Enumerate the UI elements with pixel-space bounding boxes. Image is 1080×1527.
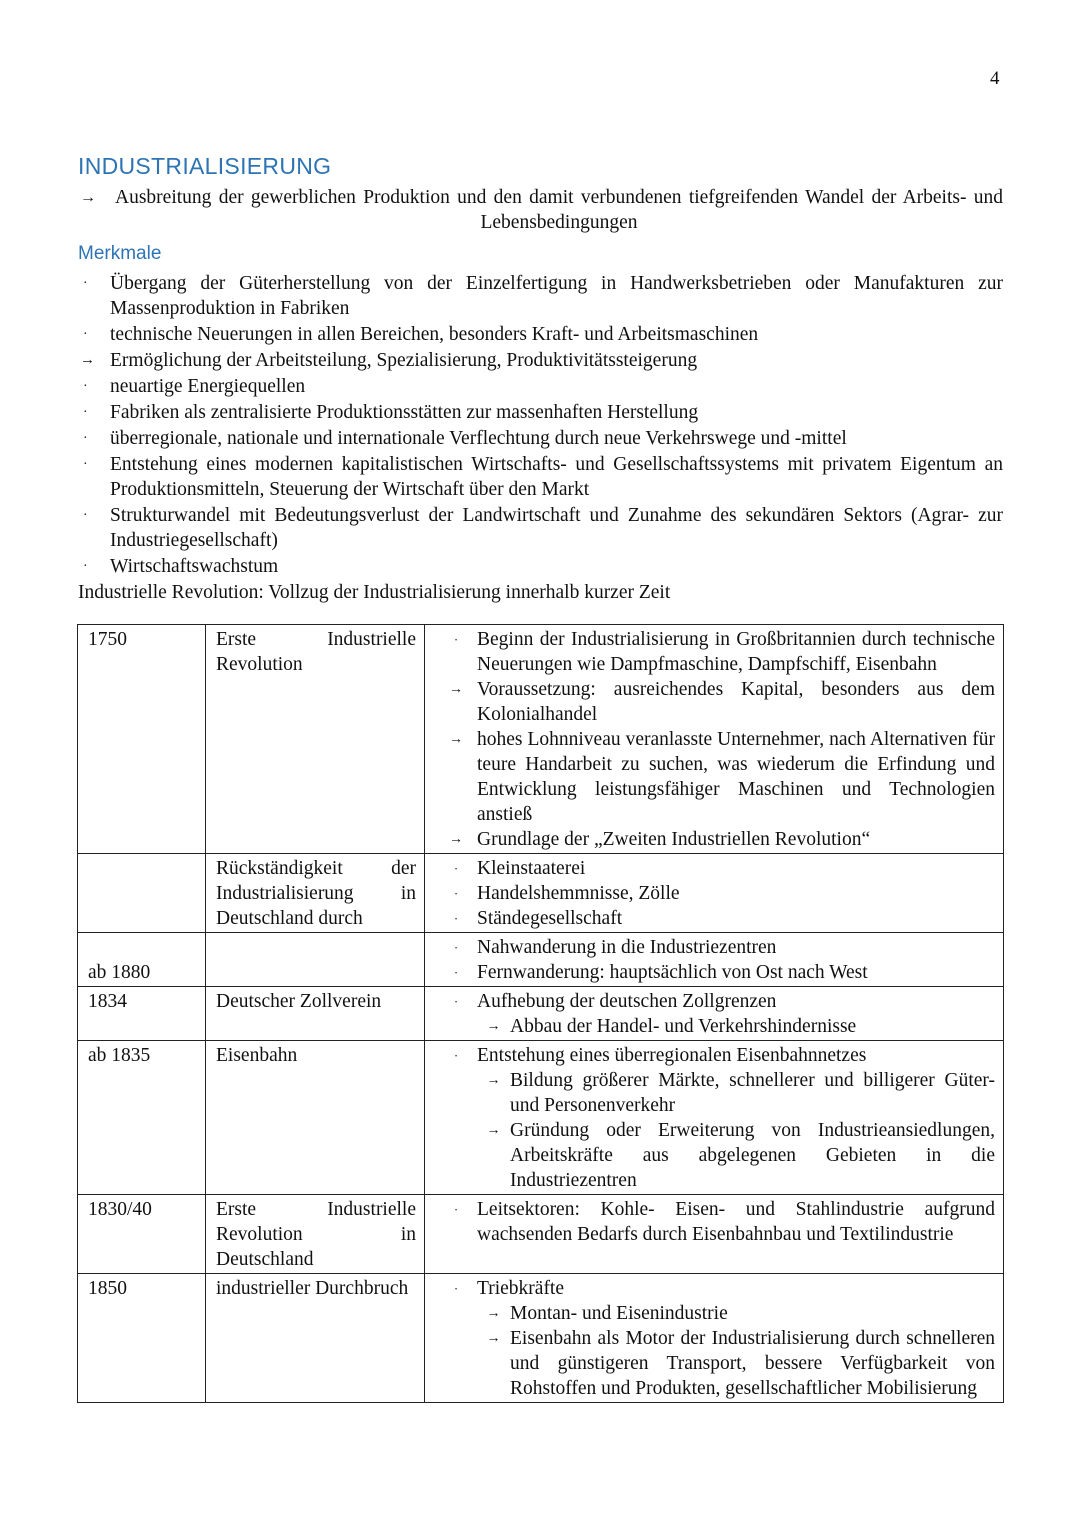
sub-list-item-text: Bildung größerer Märkte, schnellerer und billigerer Güter- und Personenverkehr xyxy=(510,1070,995,1116)
sub-list-item-text: Gründung oder Erweiterung von Industrieansiedlungen, Arbeitskräfte aus abgelegenen Gebieten in die Industriezentren xyxy=(510,1120,995,1191)
list-item xyxy=(435,989,995,1014)
details-cell xyxy=(425,987,1004,1041)
topic-cell xyxy=(206,1195,425,1274)
bullet-icon: · xyxy=(83,457,88,472)
year-text: 1750 xyxy=(88,629,127,650)
list-item xyxy=(78,374,1003,399)
bullet-icon: · xyxy=(453,861,459,876)
topic-cell xyxy=(206,1274,425,1403)
table-row xyxy=(78,625,1004,854)
list-item xyxy=(435,906,995,931)
list-item xyxy=(78,503,1003,553)
list-item-text: Beginn der Industrialisierung in Großbritannien durch technische Neuerungen wie Dampfmaschine, Dampfschiff, Eisenbahn xyxy=(477,629,995,675)
bullet-icon: · xyxy=(453,1048,459,1063)
bullet-icon: · xyxy=(453,1202,459,1217)
bullet-icon: · xyxy=(83,405,88,420)
table-row xyxy=(78,987,1004,1041)
arrow-icon: → xyxy=(449,832,463,847)
topic-cell xyxy=(206,933,425,987)
details-cell xyxy=(425,933,1004,987)
list-item-text: Ermöglichung der Arbeitsteilung, Spezialisierung, Produktivitätssteigerung xyxy=(110,350,698,371)
topic-text: Erste Industrielle Revolution xyxy=(216,629,416,675)
list-item xyxy=(435,677,995,727)
list-item xyxy=(435,1276,995,1301)
sub-list-item xyxy=(435,1014,995,1039)
topic-cell xyxy=(206,987,425,1041)
sub-list-item xyxy=(435,1326,995,1401)
arrow-icon: → xyxy=(486,1306,501,1321)
arrow-icon: → xyxy=(449,682,463,697)
definition xyxy=(78,185,1003,235)
list-item xyxy=(78,554,1003,579)
list-item-text: Aufhebung der deutschen Zollgrenzen xyxy=(477,991,777,1012)
list-item xyxy=(435,881,995,906)
list-item xyxy=(78,271,1003,321)
arrow-icon: → xyxy=(449,732,463,747)
sub-list-item xyxy=(435,1118,995,1193)
list-item xyxy=(435,856,995,881)
list-item xyxy=(435,727,995,827)
year-cell xyxy=(78,933,206,987)
table-row xyxy=(78,1274,1004,1403)
year-cell xyxy=(78,625,206,854)
list-item-text: Voraussetzung: ausreichendes Kapital, besonders aus dem Kolonialhandel xyxy=(477,679,995,725)
list-item-text: Strukturwandel mit Bedeutungsverlust der Landwirtschaft und Zunahme des sekundären Sektors (Agrar- zur Industriegesellschaft) xyxy=(110,505,1003,551)
sub-list-item-text: Eisenbahn als Motor der Industrialisierung durch schnelleren und günstigeren Transport, bessere Verfügbarkeit von Rohstoffen und Produkten, gesellschaftlicher Mobilisierung xyxy=(510,1328,995,1399)
topic-cell xyxy=(206,854,425,933)
year-text: ab 1835 xyxy=(88,1045,151,1066)
year-text: 1830/40 xyxy=(88,1199,152,1220)
bullet-icon: · xyxy=(83,431,88,446)
details-cell xyxy=(425,1274,1004,1403)
list-item-text: Fernwanderung: hauptsächlich von Ost nach West xyxy=(477,962,868,983)
year-cell xyxy=(78,1041,206,1195)
sub-list-item xyxy=(435,1301,995,1326)
list-item-text: Kleinstaaterei xyxy=(477,858,586,879)
page-title: INDUSTRIALISIERUNG xyxy=(78,153,332,179)
list-item xyxy=(435,960,995,985)
topic-text: Eisenbahn xyxy=(216,1045,298,1066)
list-item-text: überregionale, nationale und internationale Verflechtung durch neue Verkehrswege und -mittel xyxy=(110,428,847,449)
topic-text: Erste Industrielle Revolution in Deutschland xyxy=(216,1199,416,1270)
list-item xyxy=(435,627,995,677)
bullet-icon: · xyxy=(83,379,88,394)
arrow-icon: → xyxy=(80,189,96,206)
main-content xyxy=(78,150,1003,605)
bullet-icon: · xyxy=(453,632,459,647)
bullet-icon: · xyxy=(83,559,88,574)
arrow-icon: → xyxy=(486,1073,501,1088)
list-item-text: Leitsektoren: Kohle- Eisen- und Stahlindustrie aufgrund wachsenden Bedarfs durch Eisenbahnbau und Textilindustrie xyxy=(477,1199,995,1245)
arrow-icon: → xyxy=(486,1331,501,1346)
sub-list-item-text: Abbau der Handel- und Verkehrshindernisse xyxy=(510,1016,857,1037)
bullet-icon: · xyxy=(453,965,459,980)
details-cell xyxy=(425,625,1004,854)
features-list xyxy=(78,271,1003,579)
table-row xyxy=(78,854,1004,933)
arrow-icon: → xyxy=(80,352,95,368)
table-row xyxy=(78,1195,1004,1274)
bullet-icon: · xyxy=(453,886,459,901)
details-cell xyxy=(425,1041,1004,1195)
list-item xyxy=(78,452,1003,502)
bullet-icon: · xyxy=(453,1281,459,1296)
year-text: ab 1880 xyxy=(88,962,151,983)
page-number: 4 xyxy=(990,68,1000,89)
year-cell xyxy=(78,1195,206,1274)
year-text: 1850 xyxy=(88,1278,127,1299)
year-cell xyxy=(78,987,206,1041)
list-item-text: Nahwanderung in die Industriezentren xyxy=(477,937,777,958)
revolution-definition: Industrielle Revolution: Vollzug der Industrialisierung innerhalb kurzer Zeit xyxy=(78,582,671,603)
topic-cell xyxy=(206,625,425,854)
list-item-text: neuartige Energiequellen xyxy=(110,376,306,397)
bullet-icon: · xyxy=(453,911,459,926)
topic-text: Deutscher Zollverein xyxy=(216,991,382,1012)
table-row xyxy=(78,1041,1004,1195)
sub-list-item-text: Montan- und Eisenindustrie xyxy=(510,1303,728,1324)
list-item-text: hohes Lohnniveau veranlasste Unternehmer, nach Alternativen für teure Handarbeit zu suchen, was wiederum die Erfindung und Entwicklung leistungsfähiger Maschinen und Technologien anstieß xyxy=(477,729,995,825)
sub-list-item xyxy=(435,1068,995,1118)
list-item-text: technische Neuerungen in allen Bereichen, besonders Kraft- und Arbeitsmaschinen xyxy=(110,324,759,345)
list-item-text: Übergang der Güterherstellung von der Einzelfertigung in Handwerksbetrieben oder Manufakturen zur Massenproduktion in Fabriken xyxy=(110,273,1003,319)
list-item xyxy=(78,348,1003,373)
list-item-text: Wirtschaftswachstum xyxy=(110,556,279,577)
topic-cell xyxy=(206,1041,425,1195)
year-cell xyxy=(78,854,206,933)
list-item-text: Fabriken als zentralisierte Produktionsstätten zur massenhaften Herstellung xyxy=(110,402,699,423)
year-text: 1834 xyxy=(88,991,127,1012)
list-item xyxy=(435,1043,995,1068)
bullet-icon: · xyxy=(453,940,459,955)
details-cell xyxy=(425,1195,1004,1274)
bullet-icon: · xyxy=(453,994,459,1009)
list-item-text: Handelshemmnisse, Zölle xyxy=(477,883,680,904)
list-item xyxy=(78,426,1003,451)
timeline-table xyxy=(77,624,1004,1403)
list-item xyxy=(435,935,995,960)
arrow-icon: → xyxy=(486,1019,501,1034)
bullet-icon: · xyxy=(83,327,88,342)
bullet-icon: · xyxy=(83,508,88,523)
list-item xyxy=(435,827,995,852)
topic-text: Rückständigkeit der Industrialisierung in Deutschland durch xyxy=(216,858,416,929)
topic-text: industrieller Durchbruch xyxy=(216,1278,409,1299)
section-heading-merkmale: Merkmale xyxy=(78,243,162,264)
year-cell xyxy=(78,1274,206,1403)
list-item xyxy=(78,400,1003,425)
list-item xyxy=(78,322,1003,347)
list-item-text: Ständegesellschaft xyxy=(477,908,623,929)
list-item-text: Entstehung eines modernen kapitalistischen Wirtschafts- und Gesellschaftssystems mit privatem Eigentum an Produktionsmitteln, Steuerung der Wirtschaft über den Markt xyxy=(110,454,1003,500)
list-item xyxy=(435,1197,995,1247)
definition-text: Ausbreitung der gewerblichen Produktion und den damit verbundenen tiefgreifenden Wandel der Arbeits- und Lebensbedingungen xyxy=(115,187,1003,233)
list-item-text: Entstehung eines überregionalen Eisenbahnnetzes xyxy=(477,1045,867,1066)
details-cell xyxy=(425,854,1004,933)
arrow-icon: → xyxy=(486,1123,501,1138)
list-item-text: Grundlage der „Zweiten Industriellen Revolution“ xyxy=(477,829,871,850)
list-item-text: Triebkräfte xyxy=(477,1278,565,1299)
bullet-icon: · xyxy=(83,276,88,291)
table-row xyxy=(78,933,1004,987)
